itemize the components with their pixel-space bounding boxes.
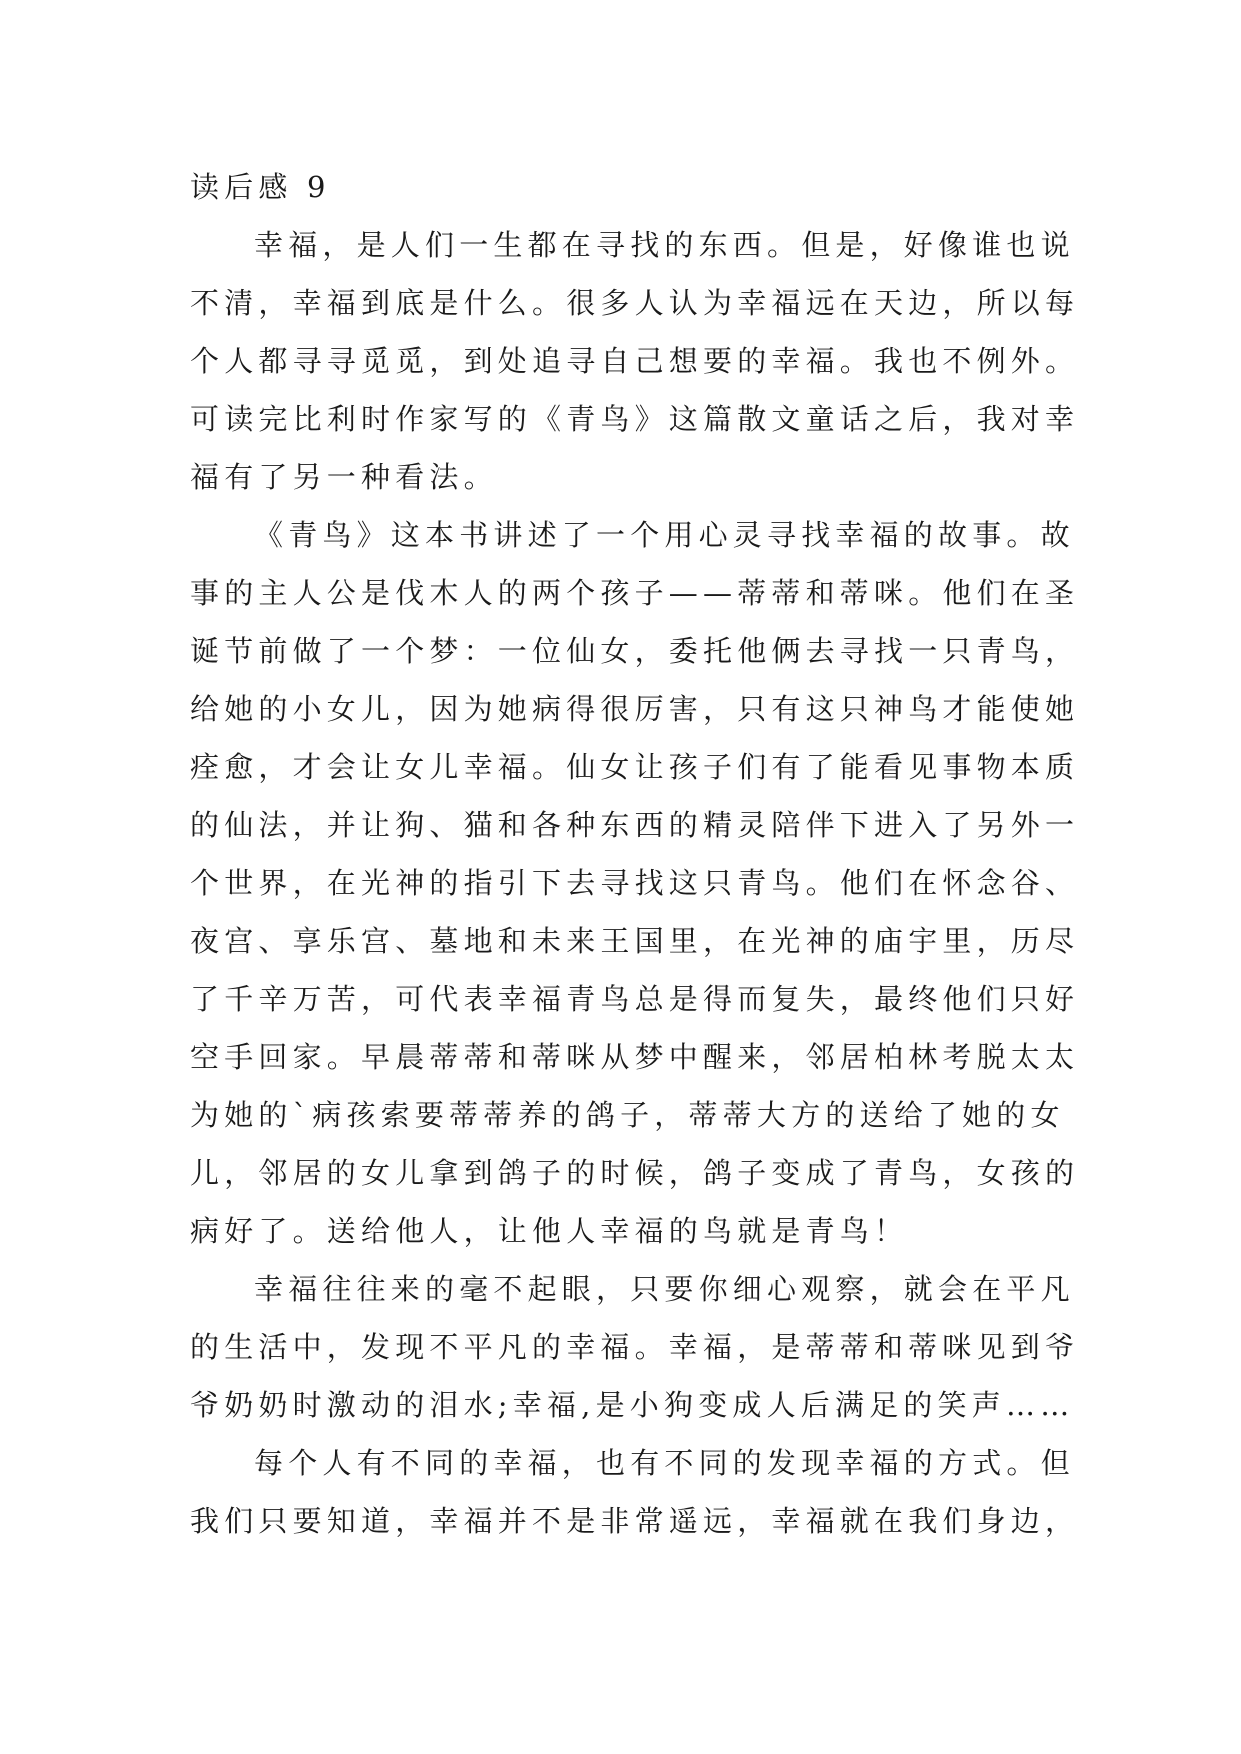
text-line: 每个人有不同的幸福，也有不同的发现幸福的方式。但 (254, 1446, 1075, 1480)
text-line: 个世界，在光神的指引下去寻找这只青鸟。他们在怀念谷、 (190, 866, 1080, 900)
paragraph-4 (190, 1434, 1080, 1550)
paragraph-3 (190, 1260, 1080, 1434)
text-line: 的仙法，并让狗、猫和各种东西的精灵陪伴下进入了另外一 (190, 808, 1080, 842)
text-line: 福有了另一种看法。 (190, 460, 498, 494)
text-line: 痊愈，才会让女儿幸福。仙女让孩子们有了能看见事物本质 (190, 750, 1080, 784)
text-line: 幸福，是人们一生都在寻找的东西。但是，好像谁也说 (254, 228, 1075, 262)
text-line: 不清，幸福到底是什么。很多人认为幸福远在天边，所以每 (190, 286, 1080, 320)
text-line: 给她的小女儿，因为她病得很厉害，只有这只神鸟才能使她 (190, 692, 1080, 726)
paragraph-1 (190, 216, 1080, 506)
text-line: 空手回家。早晨蒂蒂和蒂咪从梦中醒来，邻居柏林考脱太太 (190, 1040, 1080, 1074)
text-line: 了千辛万苦，可代表幸福青鸟总是得而复失，最终他们只好 (190, 982, 1080, 1016)
document-body (190, 158, 1080, 1550)
text-line: 诞节前做了一个梦：一位仙女，委托他俩去寻找一只青鸟， (190, 634, 1080, 668)
text-line: 事的主人公是伐木人的两个孩子——蒂蒂和蒂咪。他们在圣 (190, 576, 1080, 610)
text-line: 儿，邻居的女儿拿到鸽子的时候，鸽子变成了青鸟，女孩的 (190, 1156, 1080, 1190)
paragraph-2 (190, 506, 1080, 1260)
text-line: 病好了。送给他人，让他人幸福的鸟就是青鸟！ (190, 1214, 909, 1248)
text-line: 爷奶奶时激动的泪水;幸福,是小狗变成人后满足的笑声…… (190, 1388, 1075, 1422)
text-line: 的生活中，发现不平凡的幸福。幸福，是蒂蒂和蒂咪见到爷 (190, 1330, 1080, 1364)
text-line: 《青鸟》这本书讲述了一个用心灵寻找幸福的故事。故 (254, 518, 1075, 552)
text-line: 可读完比利时作家写的《青鸟》这篇散文童话之后，我对幸 (190, 402, 1080, 436)
text-line: 我们只要知道，幸福并不是非常遥远，幸福就在我们身边， (190, 1504, 1080, 1538)
text-line: 个人都寻寻觅觅，到处追寻自己想要的幸福。我也不例外。 (190, 344, 1080, 378)
text-line: 夜宫、享乐宫、墓地和未来王国里，在光神的庙宇里，历尽 (190, 924, 1080, 958)
text-line: 为她的`病孩索要蒂蒂养的鸽子，蒂蒂大方的送给了她的女 (190, 1098, 1065, 1132)
document-title: 读后感 9 (190, 170, 331, 204)
text-line: 幸福往往来的毫不起眼，只要你细心观察，就会在平凡 (254, 1272, 1075, 1306)
